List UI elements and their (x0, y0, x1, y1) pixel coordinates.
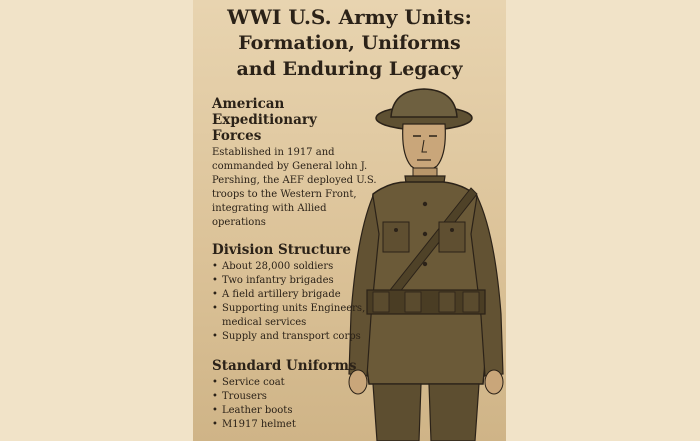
division-heading: Division Structure (212, 242, 351, 258)
uniforms-list (212, 376, 382, 432)
aef-heading-line-2: Forces (212, 128, 262, 144)
title-line-2: Formation, Uniforms (238, 32, 461, 54)
poster (193, 0, 506, 441)
list-item: • Trousers (212, 390, 382, 404)
list-item: • Service coat (212, 376, 382, 390)
aef-heading (212, 96, 382, 144)
list-item: • About 28,000 soldiers (212, 260, 382, 274)
aef-heading-line-1: American Expeditionary (212, 96, 317, 128)
title-line-3: and Enduring Legacy (236, 58, 463, 80)
list-item: • M1917 helmet (212, 418, 382, 432)
list-item: • A field artillery brigade (212, 288, 382, 302)
poster-title (193, 4, 506, 82)
list-item: • Leather boots (212, 404, 382, 418)
list-item: • Supply and transport corps (212, 330, 382, 344)
list-item: • Supporting units Engineers, medical services (212, 302, 382, 330)
list-item: • Two infantry brigades (212, 274, 382, 288)
division-list (212, 260, 382, 344)
uniforms-heading: Standard Uniforms (212, 358, 357, 374)
title-line-1: WWI U.S. Army Units: (227, 5, 472, 29)
aef-body: Established in 1917 and commanded by General lohn J. Pershing, the AEF deployed U.S. troops to the Western Front, integrating with Allied operations (212, 147, 377, 228)
text-column (212, 96, 382, 441)
